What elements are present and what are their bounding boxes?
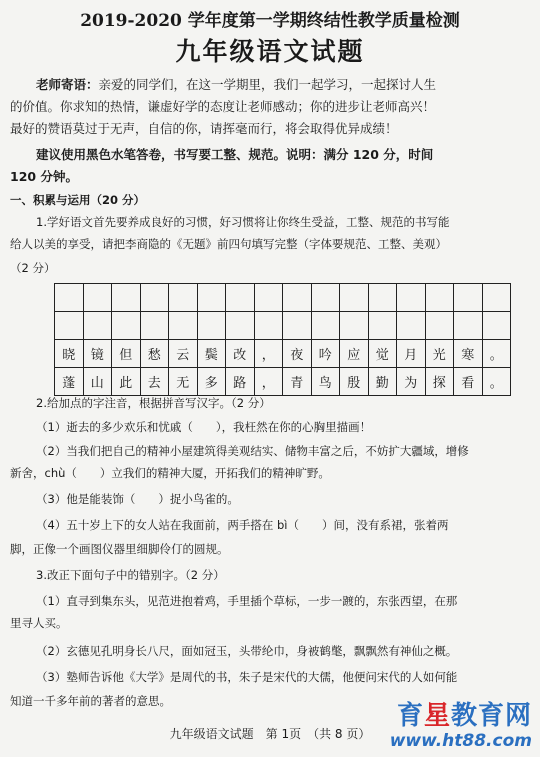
- grid-char: 觉: [368, 340, 397, 368]
- grid-cell[interactable]: [311, 284, 340, 312]
- exam-header-title: 2019-2020 学年度第一学期终结性教学质量检测: [80, 11, 460, 31]
- grid-char: 应: [340, 340, 369, 368]
- grid-char: 光: [425, 340, 454, 368]
- q2-item1: （1）逝去的多少欢乐和忧戚（ ），我枉然在你的心胸里描画！: [36, 420, 372, 434]
- grid-cell[interactable]: [169, 284, 198, 312]
- grid-char: 吟: [311, 340, 340, 368]
- grid-char: 青: [283, 368, 312, 396]
- grid-cell[interactable]: [197, 312, 226, 340]
- page-footer: 九年级语文试题 第 1页 （共 8 页）: [169, 727, 371, 741]
- grid-cell[interactable]: [254, 312, 283, 340]
- site-watermark-logo: [390, 701, 532, 751]
- q2-item3: （3）他是能装饰（ ）捉小鸟雀的。: [36, 492, 239, 506]
- grid-char: 去: [140, 368, 169, 396]
- grid-cell[interactable]: [55, 284, 84, 312]
- q1-line1: 1.学好语文首先要养成良好的习惯，好习惯将让你终生受益，工整、规范的书写能: [36, 215, 450, 229]
- grid-cell[interactable]: [283, 312, 312, 340]
- grid-char: 寒: [454, 340, 483, 368]
- grid-cell[interactable]: [169, 312, 198, 340]
- q3-item3-line2: 知道一千多年前的著者的意思。: [10, 694, 171, 708]
- grid-cell[interactable]: [112, 312, 141, 340]
- teacher-message-lead: 老师寄语：: [36, 77, 99, 92]
- grid-cell[interactable]: [55, 312, 84, 340]
- grid-char: 殷: [340, 368, 369, 396]
- grid-char: ，: [254, 368, 283, 396]
- grid-char: 鸟: [311, 368, 340, 396]
- poem-writing-grid: [54, 283, 511, 396]
- grid-cell[interactable]: [425, 312, 454, 340]
- grid-char: 多: [197, 368, 226, 396]
- grid-cell[interactable]: [397, 284, 426, 312]
- grid-char: 。: [482, 340, 511, 368]
- teacher-message-text1: 亲爱的同学们，在这一学期里，我们一起学习，一起探讨人生: [98, 77, 437, 92]
- grid-cell[interactable]: [482, 312, 511, 340]
- grid-cell[interactable]: [368, 284, 397, 312]
- grid-char: 改: [226, 340, 255, 368]
- grid-row-poem-3: [55, 340, 511, 368]
- grid-row-blank-1: [55, 284, 511, 312]
- grid-char: ，: [254, 340, 283, 368]
- grid-cell[interactable]: [197, 284, 226, 312]
- q2-item2-line1: （2）当我们把自己的精神小屋建筑得美观结实、储物丰富之后，不妨扩大疆域，增修: [36, 444, 469, 458]
- q2-item2-line2: 新舍，chù（ ）立我们的精神大厦，开拓我们的精神旷野。: [10, 466, 330, 480]
- watermark-star: 星: [423, 701, 451, 731]
- teacher-message-line2: 的价值。你求知的热情，谦虚好学的态度让老师感动；你的进步让老师高兴！: [10, 99, 436, 114]
- exam-subject-title: 九年级语文试题: [175, 37, 365, 66]
- grid-cell[interactable]: [226, 312, 255, 340]
- grid-cell[interactable]: [482, 284, 511, 312]
- watermark-url: www.ht88.com: [389, 731, 532, 751]
- q1-line2: 给人以美的享受，请把李商隐的《无题》前四句填写完整（字体要规范、工整、美观）: [10, 237, 447, 251]
- grid-char: 镜: [83, 340, 112, 368]
- grid-cell[interactable]: [83, 312, 112, 340]
- grid-cell[interactable]: [368, 312, 397, 340]
- grid-char: 探: [425, 368, 454, 396]
- q2-title: 2.给加点的字注音，根据拼音写汉字。（2 分）: [36, 396, 271, 410]
- q1-score: （2 分）: [10, 261, 56, 275]
- teacher-message-line1: [10, 74, 530, 96]
- grid-char: 无: [169, 368, 198, 396]
- grid-char: 。: [482, 368, 511, 396]
- grid-cell[interactable]: [140, 284, 169, 312]
- grid-char: 山: [83, 368, 112, 396]
- q3-item2: （2）玄德见孔明身长八尺，面如冠玉，头带纶巾，身被鹤氅，飘飘然有神仙之概。: [36, 644, 458, 658]
- grid-cell[interactable]: [311, 312, 340, 340]
- q2-item4-line2: 脚，正像一个画图仪器里细脚伶仃的圆规。: [10, 542, 229, 556]
- grid-cell[interactable]: [140, 312, 169, 340]
- grid-cell[interactable]: [254, 284, 283, 312]
- grid-char: 路: [226, 368, 255, 396]
- grid-char: 蓬: [55, 368, 84, 396]
- q3-item3-line1: （3）塾师告诉他《大学》是周代的书，朱子是宋代的大儒，他便问宋代的人如何能: [36, 670, 458, 684]
- grid-cell[interactable]: [83, 284, 112, 312]
- grid-row-poem-4: [55, 368, 511, 396]
- grid-cell[interactable]: [454, 312, 483, 340]
- grid-cell[interactable]: [226, 284, 255, 312]
- grid-char: 看: [454, 368, 483, 396]
- grid-cell[interactable]: [340, 284, 369, 312]
- grid-row-blank-2: [55, 312, 511, 340]
- grid-char: 勤: [368, 368, 397, 396]
- grid-cell[interactable]: [397, 312, 426, 340]
- grid-char: 月: [397, 340, 426, 368]
- section1-title: 一、积累与运用（20 分）: [10, 193, 146, 207]
- grid-char: 云: [169, 340, 198, 368]
- grid-cell[interactable]: [425, 284, 454, 312]
- grid-char: 愁: [140, 340, 169, 368]
- grid-char: 为: [397, 368, 426, 396]
- notice-line2: 120 分钟。: [10, 169, 78, 184]
- grid-cell[interactable]: [454, 284, 483, 312]
- watermark-site-name: 育星教育网: [396, 701, 532, 731]
- grid-cell[interactable]: [112, 284, 141, 312]
- notice-line1: 建议使用黑色水笔答卷，书写要工整、规范。说明：满分 120 分，时间: [36, 147, 434, 162]
- teacher-message-line3: 最好的赞语莫过于无声，自信的你，请挥毫而行，将会取得优异成绩！: [10, 121, 398, 136]
- grid-char: 此: [112, 368, 141, 396]
- q3-item1-line1: （1）直寻到集东头，见范进抱着鸡，手里插个草标，一步一踱的，东张西望，在那: [36, 594, 458, 608]
- q3-title: 3.改正下面句子中的错别字。（2 分）: [36, 568, 225, 582]
- grid-char: 但: [112, 340, 141, 368]
- grid-char: 鬓: [197, 340, 226, 368]
- grid-cell[interactable]: [340, 312, 369, 340]
- grid-cell[interactable]: [283, 284, 312, 312]
- q2-item4-line1: （4）五十岁上下的女人站在我面前，两手搭在 bì（ ）间，没有系裙，张着两: [36, 518, 449, 532]
- grid-char: 夜: [283, 340, 312, 368]
- grid-char: 晓: [55, 340, 84, 368]
- q3-item1-line2: 里寻人买。: [10, 616, 68, 630]
